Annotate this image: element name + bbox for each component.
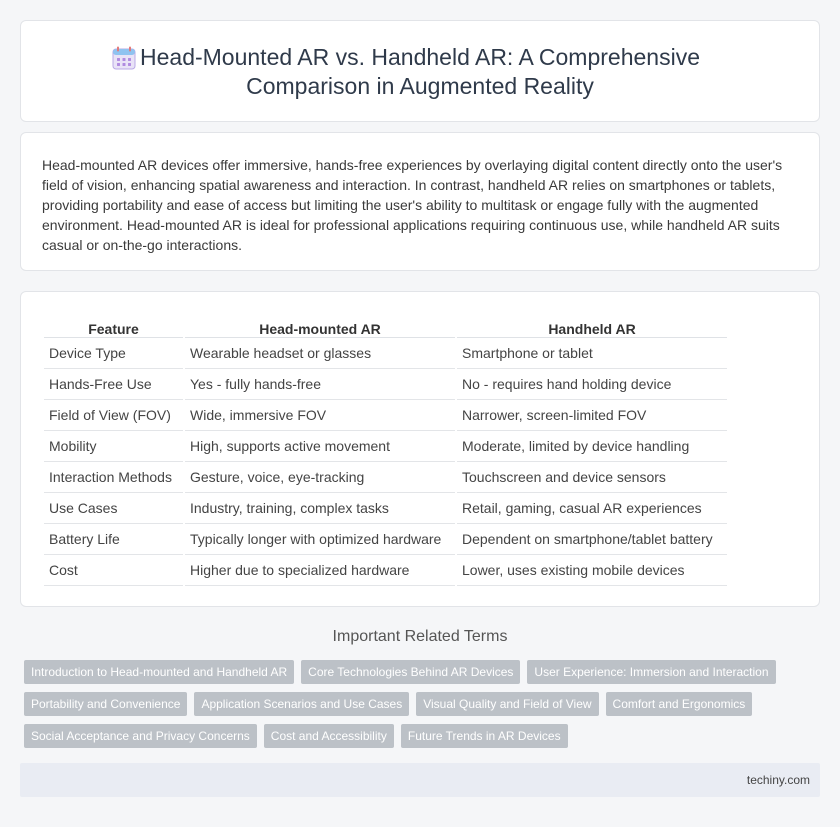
table-row <box>44 462 727 493</box>
tag-row <box>24 692 814 716</box>
comparison-card <box>20 291 820 607</box>
table-row <box>44 431 727 462</box>
tag-row <box>24 724 814 748</box>
intro-paragraph: Head-mounted AR devices offer immersive, hands-free experiences by overlaying digital content directly onto the user's field of vision, enhancing spatial awareness and interaction. In contrast, handheld AR relies on smartphones or tablets, providing portability and ease of access but limiting the user's ability to multitask or engage fully with the augmented environment. Head-mounted AR is ideal for professional applications requiring continuous use, while handheld AR suits casual or on-the-go interactions. <box>42 157 783 253</box>
footer-brand-link[interactable]: techiny.com <box>746 773 810 787</box>
table-cell: Industry, training, complex tasks <box>185 493 455 524</box>
tag-row <box>24 660 814 684</box>
column-header-handheld: Handheld AR <box>457 316 727 338</box>
table-row <box>44 338 727 369</box>
table-cell: Wide, immersive FOV <box>185 400 455 431</box>
page-title: Head-Mounted AR vs. Handheld AR: A Comprehensive Comparison in Augmented Reality <box>140 44 700 99</box>
table-cell: Use Cases <box>44 493 183 524</box>
table-cell: Gesture, voice, eye-tracking <box>185 462 455 493</box>
table-cell: Yes - fully hands-free <box>185 369 455 400</box>
header-card <box>20 20 820 122</box>
table-cell: Higher due to specialized hardware <box>185 555 455 586</box>
related-term-tag[interactable]: Introduction to Head-mounted and Handheld AR <box>24 660 294 684</box>
table-cell: Field of View (FOV) <box>44 400 183 431</box>
table-cell: Device Type <box>44 338 183 369</box>
column-header-feature: Feature <box>44 316 183 338</box>
table-header-row <box>44 316 727 338</box>
footer-bar <box>20 763 820 797</box>
comparison-table <box>42 316 729 586</box>
table-row <box>44 493 727 524</box>
table-cell: Retail, gaming, casual AR experiences <box>457 493 727 524</box>
related-terms-list <box>24 660 814 756</box>
table-cell: Battery Life <box>44 524 183 555</box>
table-cell: Hands-Free Use <box>44 369 183 400</box>
related-term-tag[interactable]: Application Scenarios and Use Cases <box>194 692 409 716</box>
related-term-tag[interactable]: Portability and Convenience <box>24 692 187 716</box>
table-cell: Typically longer with optimized hardware <box>185 524 455 555</box>
table-row <box>44 524 727 555</box>
intro-card <box>20 132 820 271</box>
table-cell: Narrower, screen-limited FOV <box>457 400 727 431</box>
related-term-tag[interactable]: Comfort and Ergonomics <box>606 692 753 716</box>
table-row <box>44 400 727 431</box>
table-cell: Wearable headset or glasses <box>185 338 455 369</box>
table-row <box>44 555 727 586</box>
table-cell: High, supports active movement <box>185 431 455 462</box>
related-term-tag[interactable]: Social Acceptance and Privacy Concerns <box>24 724 257 748</box>
table-row <box>44 369 727 400</box>
table-cell: Touchscreen and device sensors <box>457 462 727 493</box>
related-term-tag[interactable]: Core Technologies Behind AR Devices <box>301 660 520 684</box>
table-cell: Moderate, limited by device handling <box>457 431 727 462</box>
table-cell: Smartphone or tablet <box>457 338 727 369</box>
table-cell: No - requires hand holding device <box>457 369 727 400</box>
related-term-tag[interactable]: User Experience: Immersion and Interaction <box>527 660 775 684</box>
table-cell: Mobility <box>44 431 183 462</box>
table-cell: Lower, uses existing mobile devices <box>457 555 727 586</box>
related-term-tag[interactable]: Cost and Accessibility <box>264 724 394 748</box>
table-cell: Interaction Methods <box>44 462 183 493</box>
related-terms-heading: Important Related Terms <box>332 628 508 645</box>
table-cell: Dependent on smartphone/tablet battery <box>457 524 727 555</box>
related-term-tag[interactable]: Future Trends in AR Devices <box>401 724 568 748</box>
table-cell: Cost <box>44 555 183 586</box>
column-header-head-mounted: Head-mounted AR <box>185 316 455 338</box>
related-term-tag[interactable]: Visual Quality and Field of View <box>416 692 598 716</box>
